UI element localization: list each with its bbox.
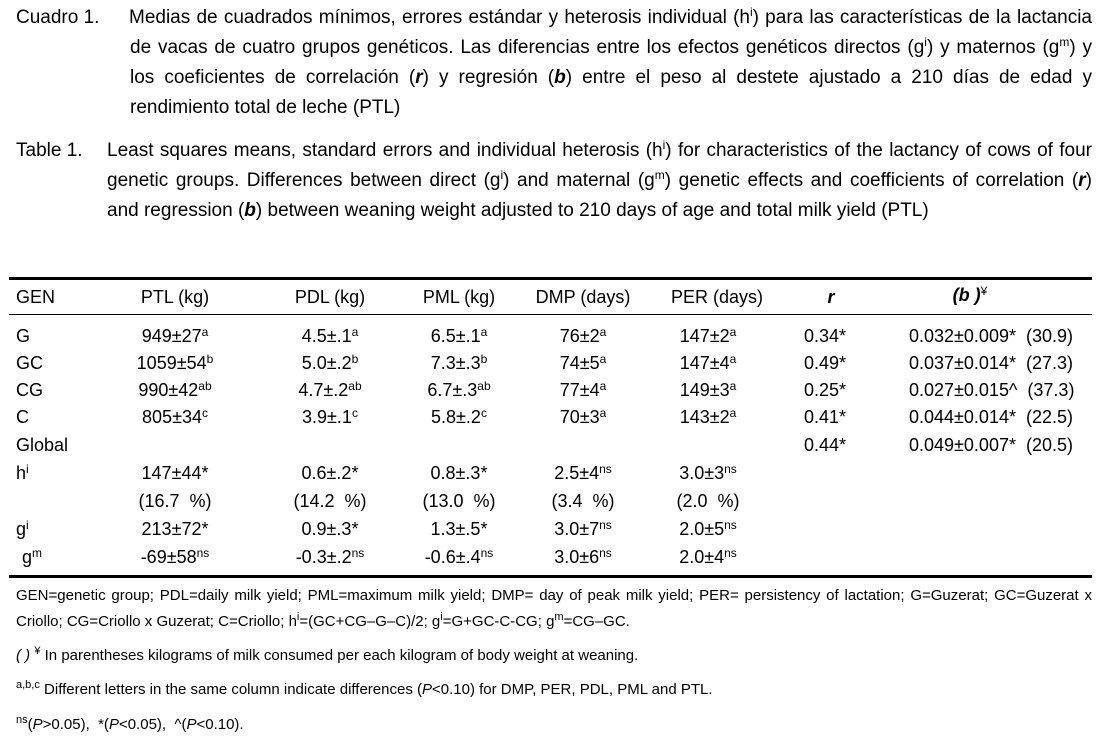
caption-spanish-text: Medias de cuadrados mínimos, errores estándar y heterosis individual $(h^i)$ para las características de la lactancia de vacas de cuatro grupos genéticos. Las diferencias entre los efectos genéticos directos $(g^i)$ y maternos $(g^m)$ y los coeficientes de correlación (r) y regresión (b) entre el peso al destete ajustado a 210 días de edad y rendimiento total de leche (PTL) bbox=[129, 5, 1092, 118]
cell-pml: $-0.6\pm.4^{ns}$ bbox=[424, 546, 494, 567]
cell-per: $149\pm 3^a$ bbox=[679, 379, 737, 400]
cell-gen: $g^i$ bbox=[16, 518, 29, 539]
cell-r: 0.41* bbox=[803, 407, 847, 427]
cell-pml: 0.8±.3* bbox=[430, 463, 488, 483]
cell-dmp: $74\pm 5^a$ bbox=[559, 352, 607, 373]
cell-per: $2.0\pm 5^{ns}$ bbox=[679, 518, 737, 539]
cell-pdl: 3.9±.1$^c$ bbox=[302, 406, 358, 427]
cell-ptl: $-69\pm 58^{ns}$ bbox=[140, 546, 210, 567]
cell-pdl: 4.5±.1$^a$ bbox=[301, 325, 359, 346]
cell-pdl: $-0.3\pm.2^{ns}$ bbox=[295, 546, 365, 567]
header-gen: GEN bbox=[16, 287, 56, 307]
footnote-parentheses: ( ) ¥ In parentheses kilograms of milk consumed per each kilogram of body weight at weaning. bbox=[16, 645, 639, 664]
footnote-letters: $^{a,b,c}$ Different letters in the same column indicate differences (P<0.10) for DMP, PER, PDL, PML and PTL. bbox=[16, 679, 713, 698]
cell-per: $147\pm 4^a$ bbox=[679, 352, 737, 373]
cell-per: $2.0\pm 4^{ns}$ bbox=[679, 546, 737, 567]
caption-spanish bbox=[16, 3, 1092, 123]
cell-r: 0.44* bbox=[803, 435, 847, 455]
cell-pml: 7.3±.3$^b$ bbox=[430, 352, 488, 373]
cell-dmp: (3.4 %) bbox=[551, 491, 615, 511]
cell-pml: 6.5±.1$^a$ bbox=[430, 325, 488, 346]
cell-r: 0.25* bbox=[803, 380, 847, 400]
cell-pml: 6.7±.3$^{ab}$ bbox=[427, 379, 491, 400]
footnote-abbreviations: GEN=genetic group; PDL=daily milk yield; PML=maximum milk yield; DMP= day of peak milk yield; PER= persistency of lactation; G=Guzerat; GC=Guzerat x Criollo; CG=Criollo x Guzerat; C=Criollo; $h^i=(GC+CG-G-C)/2$; $g^i=G+GC-C-CG$; $g^m=CG-GC$. bbox=[16, 587, 1092, 630]
cell-gen: C bbox=[16, 407, 29, 427]
cell-ptl: (16.7 %) bbox=[138, 491, 212, 511]
cell-dmp: $2.5\pm 4^{ns}$ bbox=[554, 462, 612, 483]
table-top-rule bbox=[9, 277, 1092, 280]
cell-ptl: $949\pm 27^a$ bbox=[141, 325, 209, 346]
cell-ptl: 213±72* bbox=[141, 519, 209, 539]
cell-gen: $g^m$ bbox=[22, 546, 43, 567]
cell-dmp: $70\pm 3^a$ bbox=[559, 406, 607, 427]
cell-gen: Global bbox=[16, 435, 69, 455]
cell-pdl: (14.2 %) bbox=[293, 491, 367, 511]
cell-r: 0.34* bbox=[803, 326, 847, 346]
cell-gen: G bbox=[16, 326, 31, 346]
cell-dmp: $77\pm 4^a$ bbox=[559, 379, 607, 400]
table-bottom-rule bbox=[9, 575, 1092, 578]
header-pml: PML (kg) bbox=[422, 287, 496, 307]
cell-b: 0.044±0.014* (22.5) bbox=[909, 407, 1073, 427]
caption-spanish-label: Cuadro 1. bbox=[16, 7, 100, 28]
header-ptl: PTL (kg) bbox=[140, 287, 210, 307]
cell-b: 0.049±0.007* (20.5) bbox=[909, 435, 1073, 455]
cell-ptl: $805\pm 34^c$ bbox=[142, 406, 208, 427]
cell-dmp: $3.0\pm 6^{ns}$ bbox=[554, 546, 612, 567]
cell-per: $147\pm 2^a$ bbox=[679, 325, 737, 346]
table-header-rule bbox=[9, 314, 1092, 315]
cell-gen: $h^i$ bbox=[16, 462, 29, 483]
cell-per: $3.0\pm 3^{ns}$ bbox=[679, 462, 737, 483]
cell-pdl: 0.6±.2* bbox=[301, 463, 359, 483]
cell-pdl: 0.9±.3* bbox=[301, 519, 359, 539]
caption-english-text: Least squares means, standard errors and individual heterosis $(h^i)$ for characteristics of the lactancy of cows of four genetic groups. Differences between direct $(g^i)$ and maternal $(g^m)$ genetic effects and coefficients of correlation (r) and regression (b) between weaning weight adjusted to 210 days of age and total milk yield (PTL) bbox=[107, 138, 1093, 221]
footnote-significance: $^{ns}$(P>0.05), *(P<0.05), ^(P<0.10). bbox=[16, 714, 244, 733]
cell-ptl: 147±44* bbox=[141, 463, 209, 483]
cell-pml: 1.3±.5* bbox=[430, 519, 488, 539]
cell-pml: (13.0 %) bbox=[422, 491, 496, 511]
cell-dmp: $3.0\pm 7^{ns}$ bbox=[554, 518, 612, 539]
cell-gen: GC bbox=[16, 353, 43, 373]
cell-ptl: $990\pm 42^{ab}$ bbox=[138, 379, 212, 400]
cell-per: $143\pm 2^a$ bbox=[679, 406, 737, 427]
caption-english-label: Table 1. bbox=[16, 140, 83, 161]
header-per: PER (days) bbox=[670, 287, 764, 307]
header-b: (b )¥ bbox=[952, 284, 988, 305]
cell-per: (2.0 %) bbox=[676, 491, 740, 511]
cell-pdl: 4.7±.2$^{ab}$ bbox=[298, 379, 362, 400]
header-pdl: PDL (kg) bbox=[294, 287, 366, 307]
cell-ptl: $1059\pm 54^b$ bbox=[136, 352, 214, 373]
cell-dmp: $76\pm 2^a$ bbox=[559, 325, 607, 346]
cell-r: 0.49* bbox=[803, 353, 847, 373]
header-dmp: DMP (days) bbox=[535, 287, 631, 307]
cell-b: 0.027±0.015^ (37.3) bbox=[909, 380, 1075, 400]
header-r: r bbox=[827, 287, 835, 307]
cell-gen: CG bbox=[16, 380, 43, 400]
cell-b: 0.032±0.009* (30.9) bbox=[909, 326, 1073, 346]
cell-pdl: 5.0±.2$^b$ bbox=[301, 352, 359, 373]
caption-english bbox=[16, 136, 1092, 226]
cell-b: 0.037±0.014* (27.3) bbox=[909, 353, 1073, 373]
cell-pml: 5.8±.2$^c$ bbox=[431, 406, 487, 427]
